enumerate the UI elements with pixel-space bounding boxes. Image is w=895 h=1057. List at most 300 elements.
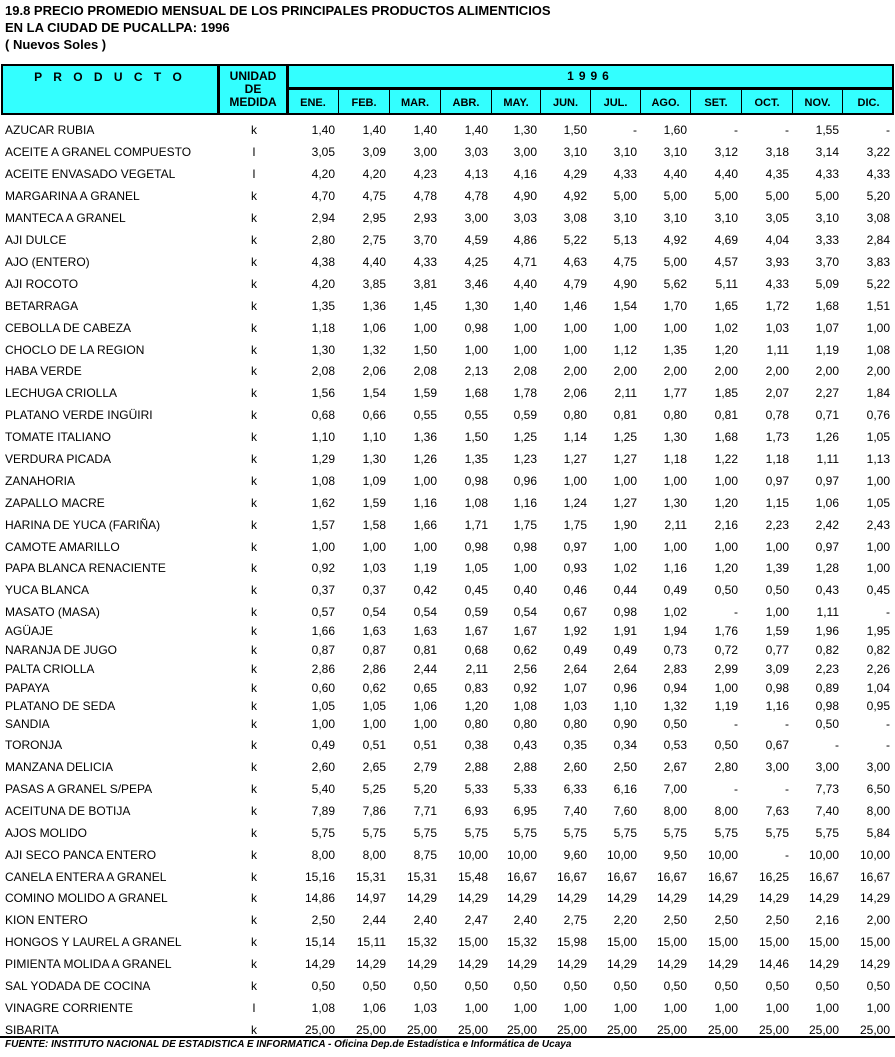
price-cell: 3,85 bbox=[362, 277, 386, 291]
price-cell: 7,60 bbox=[613, 804, 637, 818]
table-row bbox=[0, 209, 895, 227]
price-cell: 2,50 bbox=[663, 913, 687, 927]
price-cell: 4,75 bbox=[362, 189, 386, 203]
price-cell: 7,73 bbox=[815, 782, 839, 796]
price-cell: 0,98 bbox=[765, 681, 789, 695]
price-cell: 4,13 bbox=[464, 167, 488, 181]
price-cell: 1,20 bbox=[714, 496, 738, 510]
price-cell: 2,06 bbox=[362, 364, 386, 378]
price-cell: 15,48 bbox=[457, 870, 488, 884]
unit-of-measure: k bbox=[251, 561, 257, 575]
price-cell: 1,63 bbox=[362, 624, 386, 638]
price-cell: 2,86 bbox=[311, 662, 335, 676]
price-cell: 1,03 bbox=[413, 1001, 437, 1015]
price-cell: 14,29 bbox=[808, 957, 839, 971]
table-row bbox=[0, 187, 895, 205]
price-cell: 4,78 bbox=[464, 189, 488, 203]
price-cell: 1,00 bbox=[613, 1001, 637, 1015]
product-name: SAL YODADA DE COCINA bbox=[5, 979, 151, 993]
price-cell: 4,33 bbox=[815, 167, 839, 181]
table-row bbox=[0, 275, 895, 293]
price-cell: 0,98 bbox=[815, 699, 839, 713]
price-cell: 1,14 bbox=[563, 430, 587, 444]
price-cell: 14,29 bbox=[506, 957, 537, 971]
price-cell: 5,00 bbox=[613, 189, 637, 203]
product-name: CHOCLO DE LA REGION bbox=[5, 343, 145, 357]
price-cell: 0,49 bbox=[311, 738, 335, 752]
price-cell: 14,29 bbox=[656, 957, 687, 971]
price-cell: 0,81 bbox=[613, 408, 637, 422]
price-cell: 0,37 bbox=[362, 583, 386, 597]
price-cell: 2,56 bbox=[513, 662, 537, 676]
table-row bbox=[0, 911, 895, 929]
price-cell: 2,11 bbox=[465, 662, 488, 676]
price-cell: 5,09 bbox=[815, 277, 839, 291]
price-cell: 4,71 bbox=[513, 255, 537, 269]
price-cell: 1,54 bbox=[362, 386, 386, 400]
price-cell: - bbox=[734, 605, 738, 619]
price-cell: 0,62 bbox=[513, 643, 537, 657]
price-cell: 5,75 bbox=[362, 826, 386, 840]
price-cell: 3,18 bbox=[765, 145, 789, 159]
product-name: KION ENTERO bbox=[5, 913, 88, 927]
price-cell: 3,10 bbox=[563, 145, 587, 159]
price-cell: 15,00 bbox=[758, 935, 789, 949]
price-cell: 1,05 bbox=[866, 496, 890, 510]
price-cell: 15,00 bbox=[606, 935, 637, 949]
price-cell: 0,51 bbox=[362, 738, 386, 752]
price-cell: 1,27 bbox=[563, 452, 587, 466]
price-cell: 2,60 bbox=[563, 760, 587, 774]
price-cell: 1,63 bbox=[413, 624, 437, 638]
header-month: JUL. bbox=[591, 90, 641, 113]
table-row bbox=[0, 319, 895, 337]
price-cell: 1,35 bbox=[663, 343, 687, 357]
price-cell: 1,94 bbox=[663, 624, 687, 638]
price-cell: 1,60 bbox=[663, 123, 687, 137]
price-cell: 14,29 bbox=[859, 891, 890, 905]
price-cell: 3,10 bbox=[663, 145, 687, 159]
price-cell: 3,00 bbox=[413, 145, 437, 159]
product-name: COMINO MOLIDO A GRANEL bbox=[5, 891, 168, 905]
price-cell: 1,00 bbox=[765, 1001, 789, 1015]
unit-of-measure: k bbox=[251, 1023, 257, 1037]
price-cell: 3,00 bbox=[866, 760, 890, 774]
price-cell: 3,10 bbox=[714, 211, 738, 225]
price-cell: 1,00 bbox=[513, 1001, 537, 1015]
table-row bbox=[0, 428, 895, 446]
unit-of-measure: k bbox=[251, 738, 257, 752]
price-cell: 1,00 bbox=[866, 561, 890, 575]
header-month: JUN. bbox=[541, 90, 591, 113]
price-cell: 1,40 bbox=[513, 299, 537, 313]
price-cell: 1,03 bbox=[362, 561, 386, 575]
price-cell: 2,50 bbox=[311, 913, 335, 927]
price-cell: 1,27 bbox=[613, 496, 637, 510]
price-cell: 2,00 bbox=[613, 364, 637, 378]
price-cell: 2,00 bbox=[866, 364, 890, 378]
price-cell: 1,26 bbox=[413, 452, 437, 466]
price-cell: 1,06 bbox=[413, 699, 437, 713]
price-cell: - bbox=[785, 848, 789, 862]
product-name: AGÜAJE bbox=[5, 624, 54, 638]
unit-of-measure: k bbox=[251, 518, 257, 532]
price-cell: 1,30 bbox=[464, 299, 488, 313]
price-cell: 2,08 bbox=[311, 364, 335, 378]
price-cell: 2,08 bbox=[413, 364, 437, 378]
price-cell: 25,00 bbox=[457, 1023, 488, 1037]
price-cell: 3,93 bbox=[765, 255, 789, 269]
price-cell: 0,81 bbox=[714, 408, 738, 422]
price-cell: 0,50 bbox=[563, 979, 587, 993]
price-cell: 4,40 bbox=[663, 167, 687, 181]
price-cell: 1,08 bbox=[311, 474, 335, 488]
product-name: MARGARINA A GRANEL bbox=[5, 189, 140, 203]
table-row bbox=[0, 143, 895, 161]
price-cell: 1,65 bbox=[714, 299, 738, 313]
currency-note: ( Nuevos Soles ) bbox=[5, 37, 107, 52]
price-cell: 0,46 bbox=[563, 583, 587, 597]
price-cell: 0,65 bbox=[413, 681, 437, 695]
table-row bbox=[0, 603, 895, 621]
unit-of-measure: k bbox=[251, 540, 257, 554]
unit-of-measure: k bbox=[251, 782, 257, 796]
price-cell: 2,07 bbox=[765, 386, 789, 400]
price-cell: 1,00 bbox=[714, 681, 738, 695]
price-cell: 1,68 bbox=[464, 386, 488, 400]
unit-of-measure: k bbox=[251, 913, 257, 927]
price-cell: 0,67 bbox=[765, 738, 789, 752]
price-cell: 2,00 bbox=[765, 364, 789, 378]
price-cell: 5,33 bbox=[513, 782, 537, 796]
price-cell: 4,20 bbox=[311, 167, 335, 181]
price-cell: 3,09 bbox=[362, 145, 386, 159]
product-name: CANELA ENTERA A GRANEL bbox=[5, 870, 167, 884]
price-cell: 3,00 bbox=[765, 760, 789, 774]
price-cell: 2,93 bbox=[413, 211, 437, 225]
price-cell: 2,00 bbox=[866, 913, 890, 927]
price-cell: 0,68 bbox=[464, 643, 488, 657]
price-cell: 1,90 bbox=[613, 518, 637, 532]
price-cell: 1,67 bbox=[464, 624, 488, 638]
unit-of-measure: k bbox=[251, 935, 257, 949]
table-row bbox=[0, 538, 895, 556]
price-cell: 0,96 bbox=[513, 474, 537, 488]
price-cell: 6,50 bbox=[866, 782, 890, 796]
price-cell: 1,78 bbox=[513, 386, 537, 400]
price-cell: 14,29 bbox=[859, 957, 890, 971]
page-subtitle: EN LA CIUDAD DE PUCALLPA: 1996 bbox=[5, 20, 230, 35]
price-cell: 25,00 bbox=[656, 1023, 687, 1037]
product-name: PLATANO DE SEDA bbox=[5, 699, 116, 713]
price-cell: 15,00 bbox=[859, 935, 890, 949]
price-cell: 0,73 bbox=[663, 643, 687, 657]
price-cell: 9,50 bbox=[663, 848, 687, 862]
price-cell: 2,95 bbox=[362, 211, 386, 225]
price-cell: 2,44 bbox=[362, 913, 386, 927]
price-cell: 0,93 bbox=[563, 561, 587, 575]
price-cell: 0,71 bbox=[815, 408, 839, 422]
price-cell: 1,04 bbox=[866, 681, 890, 695]
price-cell: 7,71 bbox=[413, 804, 437, 818]
price-cell: 1,20 bbox=[464, 699, 488, 713]
product-name: SANDIA bbox=[5, 717, 50, 731]
unit-of-measure: k bbox=[251, 452, 257, 466]
price-cell: 4,20 bbox=[311, 277, 335, 291]
price-cell: 2,80 bbox=[311, 233, 335, 247]
product-name: MANTECA A GRANEL bbox=[5, 211, 126, 225]
product-name: ACEITUNA DE BOTIJA bbox=[5, 804, 131, 818]
price-cell: 2,79 bbox=[413, 760, 437, 774]
price-cell: 0,50 bbox=[362, 979, 386, 993]
product-name: CEBOLLA DE CABEZA bbox=[5, 321, 132, 335]
price-cell: 2,64 bbox=[563, 662, 587, 676]
unit-of-measure: k bbox=[251, 979, 257, 993]
price-cell: 7,00 bbox=[663, 782, 687, 796]
price-cell: 4,92 bbox=[563, 189, 587, 203]
price-cell: 0,50 bbox=[513, 979, 537, 993]
price-cell: 25,00 bbox=[808, 1023, 839, 1037]
price-cell: 2,50 bbox=[765, 913, 789, 927]
product-name: HARINA DE YUCA (FARIÑA) bbox=[5, 518, 161, 532]
price-cell: 0,50 bbox=[613, 979, 637, 993]
price-cell: 15,32 bbox=[406, 935, 437, 949]
header-month: ENE. bbox=[288, 90, 339, 113]
price-cell: 1,00 bbox=[613, 321, 637, 335]
price-cell: 1,30 bbox=[311, 343, 335, 357]
price-cell: 1,32 bbox=[362, 343, 386, 357]
table-row bbox=[0, 581, 895, 599]
price-cell: 2,94 bbox=[311, 211, 335, 225]
price-cell: 4,04 bbox=[765, 233, 789, 247]
price-cell: 15,32 bbox=[506, 935, 537, 949]
price-cell: 1,00 bbox=[311, 717, 335, 731]
price-cell: 1,16 bbox=[663, 561, 687, 575]
price-cell: 25,00 bbox=[406, 1023, 437, 1037]
price-cell: 1,50 bbox=[563, 123, 587, 137]
price-cell: 3,10 bbox=[613, 145, 637, 159]
table-row bbox=[0, 868, 895, 886]
price-cell: 7,40 bbox=[815, 804, 839, 818]
price-cell: 1,40 bbox=[413, 123, 437, 137]
product-name: VINAGRE CORRIENTE bbox=[5, 1001, 134, 1015]
price-cell: 3,10 bbox=[663, 211, 687, 225]
price-cell: 3,46 bbox=[464, 277, 488, 291]
price-cell: 0,59 bbox=[464, 605, 488, 619]
price-cell: 16,67 bbox=[606, 870, 637, 884]
table-row bbox=[0, 406, 895, 424]
price-cell: 2,75 bbox=[362, 233, 386, 247]
product-name: AZUCAR RUBIA bbox=[5, 123, 95, 137]
price-cell: 1,06 bbox=[362, 321, 386, 335]
price-cell: 10,00 bbox=[859, 848, 890, 862]
price-cell: 1,13 bbox=[866, 452, 890, 466]
price-cell: 3,14 bbox=[815, 145, 839, 159]
header-unit-cell bbox=[218, 64, 288, 115]
price-cell: 1,00 bbox=[765, 540, 789, 554]
price-cell: 1,07 bbox=[815, 321, 839, 335]
price-cell: 1,32 bbox=[663, 699, 687, 713]
price-cell: 1,36 bbox=[362, 299, 386, 313]
price-cell: 1,00 bbox=[413, 717, 437, 731]
price-cell: 0,62 bbox=[362, 681, 386, 695]
price-cell: 1,00 bbox=[663, 321, 687, 335]
price-cell: 5,75 bbox=[714, 826, 738, 840]
product-name: PASAS A GRANEL S/PEPA bbox=[5, 782, 153, 796]
price-cell: 1,59 bbox=[765, 624, 789, 638]
price-cell: 0,50 bbox=[663, 717, 687, 731]
price-cell: 2,80 bbox=[714, 760, 738, 774]
price-cell: 8,00 bbox=[311, 848, 335, 862]
price-cell: 1,00 bbox=[714, 540, 738, 554]
product-name: HONGOS Y LAUREL A GRANEL bbox=[5, 935, 182, 949]
price-cell: 8,00 bbox=[714, 804, 738, 818]
unit-of-measure: k bbox=[251, 760, 257, 774]
price-cell: - bbox=[734, 123, 738, 137]
price-cell: 4,92 bbox=[663, 233, 687, 247]
price-cell: 1,57 bbox=[311, 518, 335, 532]
price-cell: 14,29 bbox=[556, 957, 587, 971]
price-cell: 5,00 bbox=[663, 189, 687, 203]
header-month: NOV. bbox=[793, 90, 843, 113]
price-cell: 0,95 bbox=[866, 699, 890, 713]
price-cell: 1,50 bbox=[413, 343, 437, 357]
price-cell: 2,40 bbox=[513, 913, 537, 927]
table-row bbox=[0, 889, 895, 907]
price-cell: 4,29 bbox=[563, 167, 587, 181]
price-cell: 1,05 bbox=[362, 699, 386, 713]
product-name: ACEITE A GRANEL COMPUESTO bbox=[5, 145, 192, 159]
price-cell: 6,95 bbox=[513, 804, 537, 818]
price-cell: 25,00 bbox=[304, 1023, 335, 1037]
unit-of-measure: k bbox=[251, 848, 257, 862]
price-cell: 5,40 bbox=[311, 782, 335, 796]
price-cell: 1,00 bbox=[866, 1001, 890, 1015]
price-cell: - bbox=[835, 738, 839, 752]
price-cell: - bbox=[886, 123, 890, 137]
header-month: MAR. bbox=[390, 90, 441, 113]
price-cell: 14,29 bbox=[808, 891, 839, 905]
price-cell: 3,09 bbox=[765, 662, 789, 676]
price-cell: 1,71 bbox=[464, 518, 488, 532]
price-cell: 1,40 bbox=[311, 123, 335, 137]
price-cell: 8,00 bbox=[866, 804, 890, 818]
table-row bbox=[0, 933, 895, 951]
price-cell: 15,00 bbox=[808, 935, 839, 949]
price-cell: 0,50 bbox=[765, 979, 789, 993]
price-cell: 5,00 bbox=[815, 189, 839, 203]
price-cell: 1,00 bbox=[513, 343, 537, 357]
header-month: SET. bbox=[691, 90, 742, 113]
table-bottom-rule bbox=[0, 1036, 895, 1038]
price-cell: 14,29 bbox=[457, 957, 488, 971]
price-cell: 1,16 bbox=[765, 699, 789, 713]
price-cell: 4,86 bbox=[513, 233, 537, 247]
price-cell: 1,75 bbox=[563, 518, 587, 532]
price-cell: 8,75 bbox=[413, 848, 437, 862]
price-cell: 5,00 bbox=[714, 189, 738, 203]
table-row bbox=[0, 999, 895, 1017]
price-cell: 4,33 bbox=[765, 277, 789, 291]
price-cell: 4,57 bbox=[714, 255, 738, 269]
price-cell: 6,33 bbox=[563, 782, 587, 796]
price-cell: 25,00 bbox=[556, 1023, 587, 1037]
price-cell: 14,29 bbox=[406, 957, 437, 971]
table-row bbox=[0, 824, 895, 842]
price-cell: 1,73 bbox=[765, 430, 789, 444]
price-cell: 0,98 bbox=[464, 474, 488, 488]
price-cell: 14,29 bbox=[355, 957, 386, 971]
price-cell: 2,60 bbox=[311, 760, 335, 774]
price-cell: 25,00 bbox=[707, 1023, 738, 1037]
unit-of-measure: k bbox=[251, 233, 257, 247]
price-cell: 0,92 bbox=[513, 681, 537, 695]
price-cell: 0,45 bbox=[866, 583, 890, 597]
product-name: NARANJA DE JUGO bbox=[5, 643, 118, 657]
price-cell: 1,02 bbox=[663, 605, 687, 619]
price-cell: 0,55 bbox=[464, 408, 488, 422]
price-cell: 1,16 bbox=[413, 496, 437, 510]
unit-of-measure: k bbox=[251, 255, 257, 269]
price-cell: 5,00 bbox=[765, 189, 789, 203]
price-cell: 0,50 bbox=[714, 583, 738, 597]
product-name: BETARRAGA bbox=[5, 299, 79, 313]
price-cell: 2,00 bbox=[663, 364, 687, 378]
price-cell: 0,97 bbox=[815, 474, 839, 488]
price-cell: 4,90 bbox=[513, 189, 537, 203]
price-cell: 1,08 bbox=[513, 699, 537, 713]
price-cell: 1,20 bbox=[714, 343, 738, 357]
price-cell: 2,16 bbox=[714, 518, 738, 532]
price-cell: 1,66 bbox=[413, 518, 437, 532]
price-cell: 25,00 bbox=[355, 1023, 386, 1037]
price-cell: 2,83 bbox=[663, 662, 687, 676]
price-cell: 1,40 bbox=[362, 123, 386, 137]
price-cell: 1,00 bbox=[613, 540, 637, 554]
product-name: TORONJA bbox=[5, 738, 63, 752]
product-name: VERDURA PICADA bbox=[5, 452, 112, 466]
price-cell: 3,33 bbox=[815, 233, 839, 247]
price-cell: 16,67 bbox=[506, 870, 537, 884]
unit-of-measure: l bbox=[252, 1001, 256, 1015]
unit-of-measure: k bbox=[251, 870, 257, 884]
price-cell: 4,33 bbox=[866, 167, 890, 181]
price-cell: 3,81 bbox=[413, 277, 437, 291]
price-cell: 0,72 bbox=[714, 643, 738, 657]
price-cell: 0,50 bbox=[311, 979, 335, 993]
price-cell: 0,43 bbox=[513, 738, 537, 752]
price-cell: 2,20 bbox=[613, 913, 637, 927]
price-cell: 0,76 bbox=[866, 408, 890, 422]
price-cell: 5,75 bbox=[413, 826, 437, 840]
price-cell: 1,06 bbox=[815, 496, 839, 510]
price-cell: 7,63 bbox=[765, 804, 789, 818]
price-cell: 4,59 bbox=[464, 233, 488, 247]
price-cell: 2,67 bbox=[663, 760, 687, 774]
price-cell: 0,50 bbox=[765, 583, 789, 597]
price-cell: 1,19 bbox=[714, 699, 738, 713]
price-cell: 14,29 bbox=[758, 891, 789, 905]
price-cell: 14,29 bbox=[606, 957, 637, 971]
price-cell: 5,00 bbox=[663, 255, 687, 269]
price-cell: 0,68 bbox=[311, 408, 335, 422]
price-cell: 3,00 bbox=[513, 145, 537, 159]
price-cell: 0,49 bbox=[613, 643, 637, 657]
price-cell: 1,00 bbox=[663, 540, 687, 554]
price-cell: 1,59 bbox=[413, 386, 437, 400]
price-cell: 1,11 bbox=[766, 343, 789, 357]
product-name: ZANAHORIA bbox=[5, 474, 76, 488]
